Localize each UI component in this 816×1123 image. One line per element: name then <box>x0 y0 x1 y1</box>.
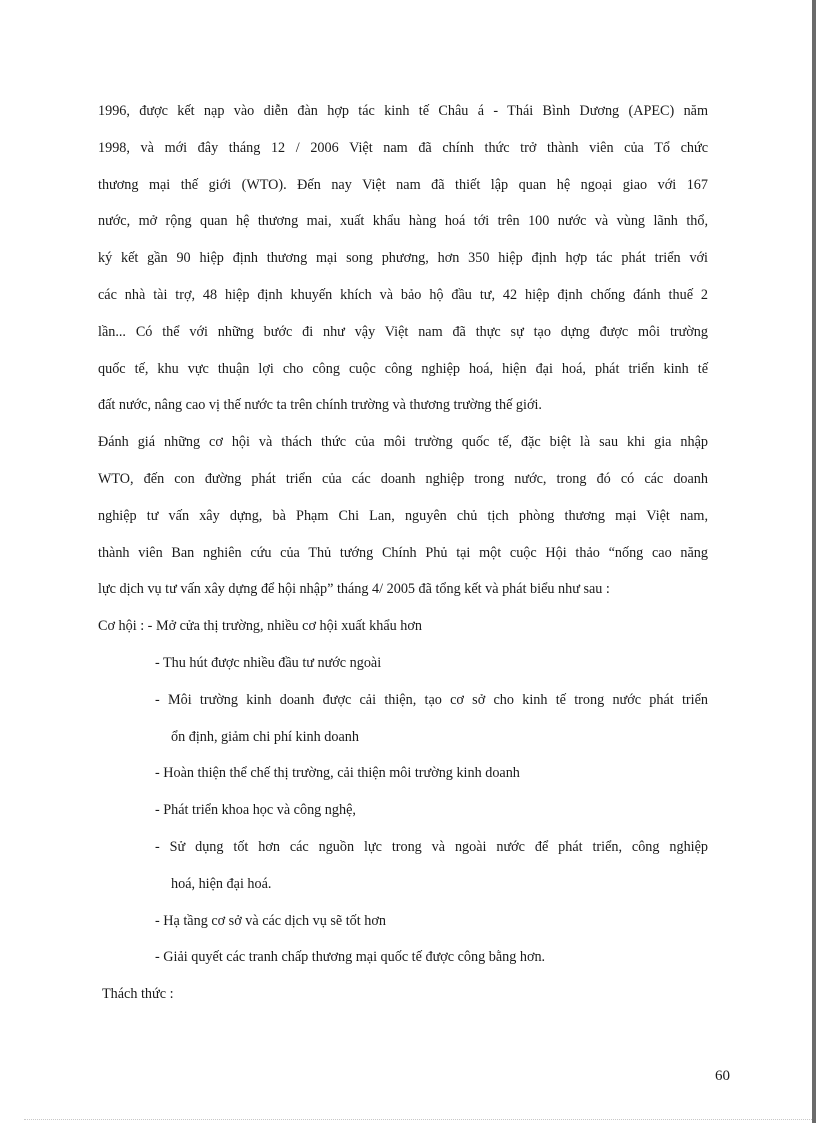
opportunities-list <box>98 608 708 976</box>
text-line: thương mại thế giới (WTO). Đến nay Việt nam đã thiết lập quan hệ ngoại giao với 167 <box>98 176 708 193</box>
text-line: nước, mở rộng quan hệ thương mai, xuất khẩu hàng hoá tới trên 100 nước và vùng lãnh thổ, <box>98 213 708 230</box>
text-line: WTO, đến con đường phát triển của các doanh nghiệp trong nước, trong đó có các doanh <box>98 470 708 487</box>
list-item: - Hạ tầng cơ sở và các dịch vụ sẽ tốt hơn <box>155 912 386 929</box>
page-edge-shadow <box>812 0 816 1123</box>
list-item: - Giải quyết các tranh chấp thương mại quốc tế được công bằng hơn. <box>155 949 546 966</box>
text-line: Đánh giá những cơ hội và thách thức của môi trường quốc tế, đặc biệt là sau khi gia nhập <box>98 434 708 451</box>
text-line: lần... Có thể với những bước đi như vậy Việt nam đã thực sự tạo dựng được môi trường <box>98 323 708 340</box>
text-line: 1998, và mới đây tháng 12 / 2006 Việt nam đã chính thức trở thành viên của Tổ chức <box>98 139 708 156</box>
challenges-heading: Thách thức : <box>102 986 174 1003</box>
text-line: 1996, được kết nạp vào diễn đàn hợp tác kinh tế Châu á - Thái Bình Dương (APEC) năm <box>98 103 708 119</box>
list-item: - Thu hút được nhiều đầu tư nước ngoài <box>155 654 382 671</box>
text-line: thành viên Ban nghiên cứu của Thủ tướng Chính Phủ tại một cuộc Hội thảo “nống cao năng <box>98 544 708 561</box>
list-item: - Phát triển khoa học và công nghệ, <box>155 802 356 819</box>
page-number: 60 <box>715 1068 730 1084</box>
list-item-continuation: ổn định, giảm chi phí kinh doanh <box>171 728 359 745</box>
text-line: các nhà tài trợ, 48 hiệp định khuyến khích và bảo hộ đầu tư, 42 hiệp định chống đánh thuế 2 <box>98 286 708 303</box>
text-line: đất nước, nâng cao vị thế nước ta trên chính trường và thương trường thế giới. <box>98 397 542 414</box>
text-line: quốc tế, khu vực thuận lợi cho công cuộc công nghiệp hoá, hiện đại hoá, phát triển kinh tế <box>98 360 708 377</box>
list-item: - Sử dụng tốt hơn các nguồn lực trong và ngoài nước để phát triển, công nghiệp <box>155 838 708 855</box>
list-item: - Hoàn thiện thể chế thị trường, cải thiện môi trường kinh doanh <box>155 765 520 782</box>
text-line: nghiệp tư vấn xây dựng, bà Phạm Chi Lan, nguyên chủ tịch phòng thương mại Việt nam, <box>98 507 708 524</box>
paragraph-2 <box>98 424 708 608</box>
text-line: lực dịch vụ tư vấn xây dựng để hội nhập” tháng 4/ 2005 đã tổng kết và phát biểu như sau : <box>98 581 610 598</box>
page-bottom-edge <box>24 1119 812 1120</box>
paragraph-1 <box>98 93 708 424</box>
text-line: ký kết gần 90 hiệp định thương mại song phương, hơn 350 hiệp định hợp tác phát triển với <box>98 250 708 267</box>
list-item-continuation: hoá, hiện đại hoá. <box>171 875 272 892</box>
document-body <box>98 93 708 1013</box>
opportunities-heading: Cơ hội : - Mở cửa thị trường, nhiều cơ hội xuất khẩu hơn <box>98 618 422 635</box>
list-item: - Môi trường kinh doanh được cải thiện, tạo cơ sở cho kinh tế trong nước phát triển <box>155 691 708 708</box>
